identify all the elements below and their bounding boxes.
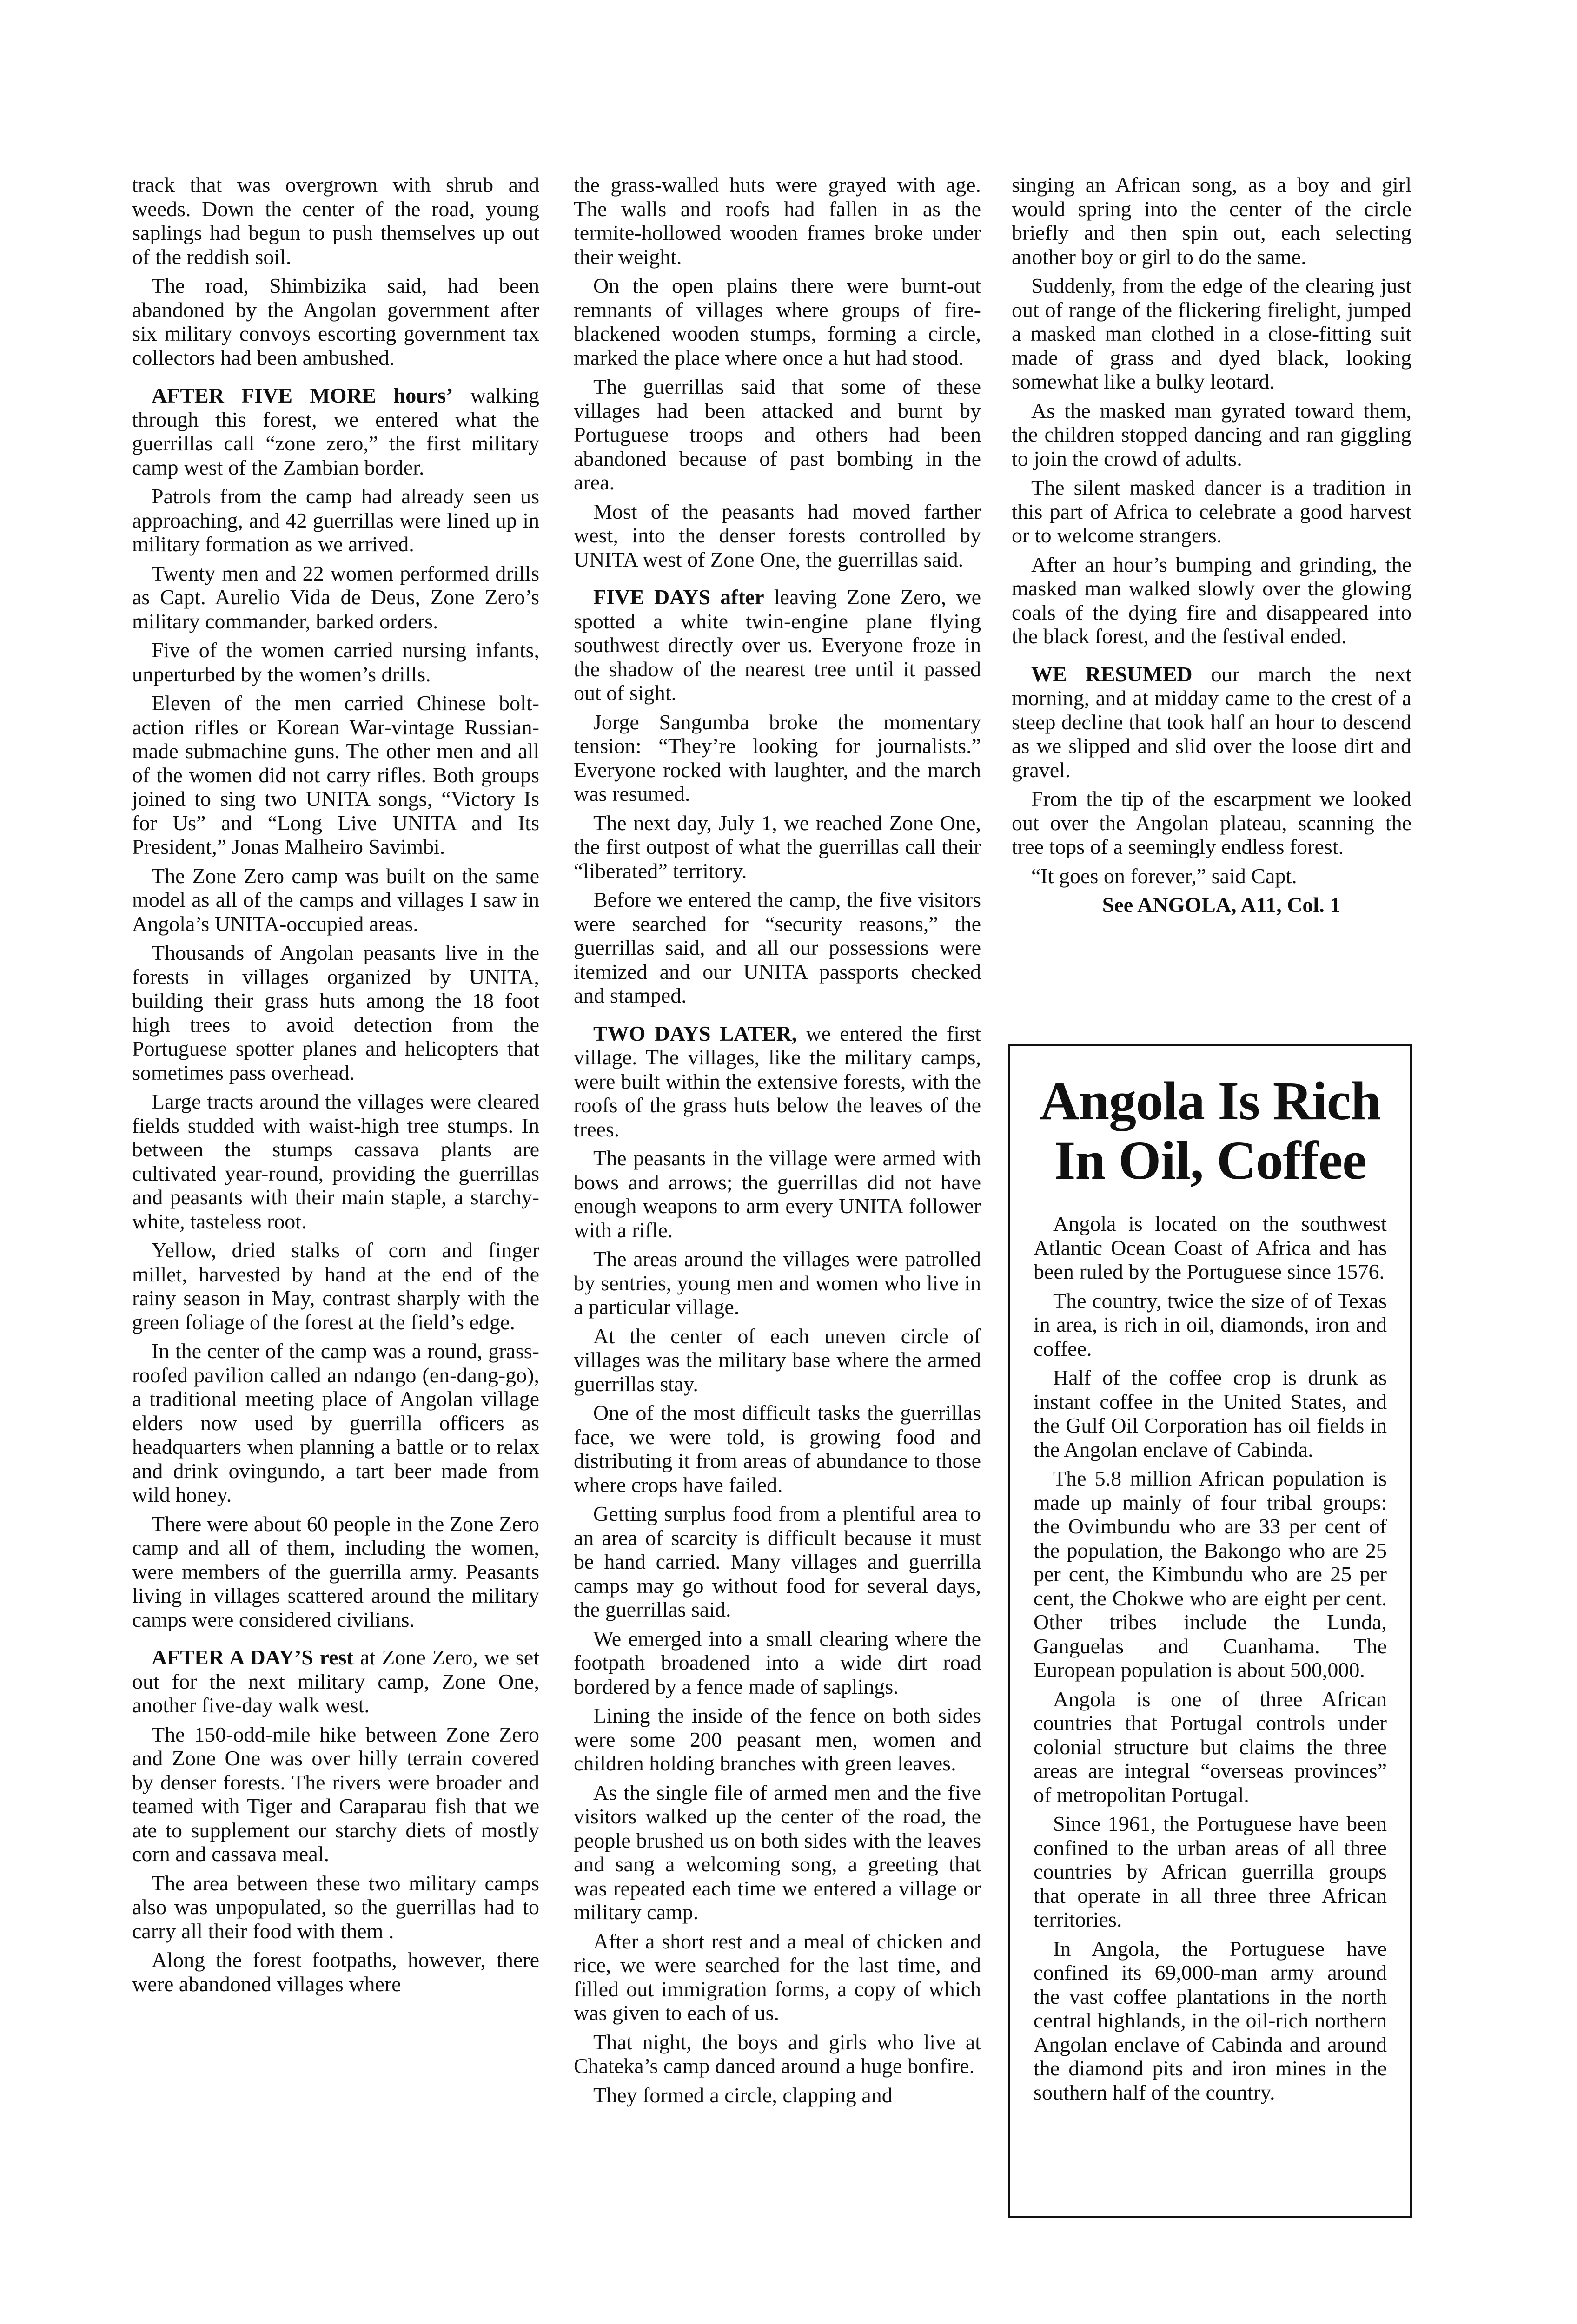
article-paragraph: The area between these two military camps also was unpopulated, so the guerrillas had to carry all their food with them . bbox=[132, 1871, 539, 1943]
article-paragraph: The next day, July 1, we reached Zone One, the first outpost of what the guerrillas call their “liberated” territory. bbox=[574, 811, 981, 883]
article-paragraph: At the center of each uneven circle of villages was the military base where the armed guerrillas stay. bbox=[574, 1324, 981, 1396]
sidebar-headline-line-1: Angola Is Rich bbox=[1040, 1070, 1381, 1131]
subhead-caps: TWO DAYS LATER, bbox=[593, 1021, 797, 1045]
sidebar-paragraph: Angola is one of three African countries that Portugal controls under colonial structure but claims the three areas are integral “overseas provinces” of metropolitan Portugal. bbox=[1034, 1687, 1387, 1807]
article-column-3-body bbox=[1012, 173, 1411, 888]
article-paragraph: Eleven of the men carried Chinese bolt-action rifles or Korean War-vintage Russian-made submachine guns. The other men and all of the women did not carry rifles. Both groups joined to sing two UNITA songs, “Victory Is for Us” and “Long Live UNITA and Its President,” Jonas Malheiro Savimbi. bbox=[132, 691, 539, 858]
article-paragraph: Jorge Sangumba broke the momentary tension: “They’re looking for journalists.” Everyone rocked with laughter, and the march was resumed. bbox=[574, 710, 981, 805]
article-paragraph: track that was overgrown with shrub and weeds. Down the center of the road, young saplings had begun to push themselves up out of the reddish soil. bbox=[132, 173, 539, 269]
article-column-3 bbox=[1012, 173, 1411, 922]
subhead-rest: at Zone Zero, we set out for the next military camp, Zone One, another five-day walk west. bbox=[132, 1645, 539, 1717]
article-paragraph: In the center of the camp was a round, grass-roofed pavilion called an ndango (en-dang-go), a traditional meeting place of Angolan village elders now used by guerrilla officers as headquarters when planning a battle or to relax and drink ovingundo, a tart beer made from wild honey. bbox=[132, 1339, 539, 1506]
article-paragraph: As the single file of armed men and the five visitors walked up the center of the road, the people brushed us on both sides with the leaves and sang a welcoming song, a greeting that was repeated each time we entered a village or military camp. bbox=[574, 1780, 981, 1924]
sidebar-headline bbox=[1034, 1071, 1387, 1190]
sidebar-paragraph: In Angola, the Portuguese have confined its 69,000-man army around the vast coffee plantations in the north central highlands, in the oil-rich northern Angolan enclave of Cabinda and around the diamond pits and iron mines in the southern half of the country. bbox=[1034, 1936, 1387, 2104]
subhead-caps: AFTER A DAY’S rest bbox=[152, 1645, 354, 1669]
article-paragraph: Along the forest footpaths, however, there were abandoned villages where bbox=[132, 1948, 539, 1996]
article-paragraph: They formed a circle, clapping and bbox=[593, 2083, 893, 2107]
article-paragraph: As the masked man gyrated toward them, the children stopped dancing and ran giggling to join the crowd of adults. bbox=[1012, 398, 1411, 470]
article-paragraph: On the open plains there were burnt-out remnants of villages where groups of fire-blackened wooden stumps, forming a circle, marked the place where once a hut had stood. bbox=[574, 274, 981, 370]
article-column-1 bbox=[132, 173, 539, 2001]
article-paragraph: The guerrillas said that some of these villages had been attacked and burnt by Portuguese troops and others had been abandoned because of past bombing in the area. bbox=[574, 375, 981, 494]
subhead-rest: our march the next morning, and at midday came to the crest of a steep decline that took half an hour to descend as we slipped and slid over the loose dirt and gravel. bbox=[1012, 662, 1411, 782]
article-paragraph: One of the most difficult tasks the guerrillas face, we were told, is growing food and distributing it from areas of abundance to those where crops have failed. bbox=[574, 1401, 981, 1497]
article-paragraph: Patrols from the camp had already seen us approaching, and 42 guerrillas were lined up in military formation as we arrived. bbox=[132, 484, 539, 556]
article-paragraph: The areas around the villages were patrolled by sentries, young men and women who live in a particular village. bbox=[574, 1247, 981, 1319]
article-paragraph: We emerged into a small clearing where the footpath broadened into a wide dirt road bordered by a fence made of saplings. bbox=[574, 1626, 981, 1698]
article-paragraph bbox=[132, 383, 539, 479]
article-paragraph bbox=[132, 1645, 539, 1717]
sidebar-paragraph: The 5.8 million African population is made up mainly of four tribal groups: the Ovimbundu who are 33 per cent of the population, the Bakongo who are 25 per cent, the Kimbundu who are 25 per cent, the Chokwe who are eight per cent. Other tribes include the Lunda, Ganguelas and Cuanhama. The European population is about 500,000. bbox=[1034, 1466, 1387, 1682]
subhead-rest: walking through this forest, we entered what the guerrillas call “zone zero,” the first military camp west of the Zambian border. bbox=[132, 383, 539, 479]
article-paragraph: There were about 60 people in the Zone Zero camp and all of them, including the women, were members of the guerrilla army. Peasants living in villages scattered around the military camps were considered civilians. bbox=[132, 1512, 539, 1631]
article-paragraph: The 150-odd-mile hike between Zone Zero and Zone One was over hilly terrain covered by denser forests. The rivers were broader and teamed with Tiger and Caraparau fish that we ate to supplement our starchy diets of mostly corn and cassava meal. bbox=[132, 1722, 539, 1866]
subhead-rest: leaving Zone Zero, we spotted a white twin-engine plane flying southwest directly over us. Everyone froze in the shadow of the nearest tree until it passed out of sight. bbox=[574, 585, 981, 705]
article-paragraph: After a short rest and a meal of chicken and rice, we were searched for the last time, and filled out immigration forms, a copy of which was given to each of us. bbox=[574, 1929, 981, 2025]
article-paragraph: Most of the peasants had moved farther west, into the denser forests controlled by UNITA west of Zone One, the guerrillas said. bbox=[574, 499, 981, 571]
article-paragraph bbox=[574, 1022, 981, 1142]
sidebar-paragraph: Angola is located on the southwest Atlantic Ocean Coast of Africa and has been ruled by the Portuguese since 1576. bbox=[1034, 1212, 1387, 1283]
subhead-caps: AFTER FIVE MORE hours’ bbox=[152, 383, 453, 407]
article-paragraph: “It goes on forever,” said Capt. bbox=[1031, 864, 1297, 888]
article-paragraph: Twenty men and 22 women performed drills as Capt. Aurelio Vida de Deus, Zone Zero’s military commander, barked orders. bbox=[132, 561, 539, 633]
article-paragraph: The Zone Zero camp was built on the same model as all of the camps and villages I saw in Angola’s UNITA-occupied areas. bbox=[132, 864, 539, 936]
article-paragraph: That night, the boys and girls who live at Chateka’s camp danced around a huge bonfire. bbox=[574, 2030, 981, 2078]
sidebar-headline-line-2: In Oil, Coffee bbox=[1054, 1130, 1366, 1191]
article-paragraph: singing an African song, as a boy and girl would spring into the center of the circle briefly and then spin out, each selecting another boy or girl to do the same. bbox=[1012, 173, 1411, 269]
article-paragraph bbox=[574, 585, 981, 705]
article-paragraph bbox=[1012, 662, 1411, 782]
article-paragraph: Large tracts around the villages were cleared fields studded with waist-high tree stumps. In between the stumps cassava plants are cultivated year-round, providing the guerrillas and peasants with their main staple, a starchy-white, tasteless root. bbox=[132, 1089, 539, 1233]
jump-line: See ANGOLA, A11, Col. 1 bbox=[1102, 893, 1341, 917]
article-paragraph: Yellow, dried stalks of corn and finger millet, harvested by hand at the end of the rainy season in May, contrast sharply with the green foliage of the forest at the field’s edge. bbox=[132, 1238, 539, 1334]
sidebar-paragraph: The country, twice the size of of Texas in area, is rich in oil, diamonds, iron and coffee. bbox=[1034, 1288, 1387, 1360]
sidebar-paragraph: Since 1961, the Portuguese have been confined to the urban areas of all three countries by African guerrilla groups that operate in all three three African territories. bbox=[1034, 1812, 1387, 1931]
article-paragraph: Suddenly, from the edge of the clearing just out of range of the flickering firelight, jumped a masked man clothed in a close-fitting suit made of grass and dyed black, looking somewhat like a bulky leotard. bbox=[1012, 274, 1411, 393]
subhead-caps: WE RESUMED bbox=[1031, 662, 1193, 686]
article-paragraph: From the tip of the escarpment we looked out over the Angolan plateau, scanning the tree tops of a seemingly endless forest. bbox=[1012, 787, 1411, 858]
article-paragraph: the grass-walled huts were grayed with age. The walls and roofs had fallen in as the termite-hollowed wooden frames broke under their weight. bbox=[574, 173, 981, 269]
article-paragraph: The peasants in the village were armed with bows and arrows; the guerrillas did not have enough weapons to arm every UNITA follower with a rifle. bbox=[574, 1146, 981, 1242]
article-paragraph: The road, Shimbizika said, had been abandoned by the Angolan government after six military convoys escorting government tax collectors had been ambushed. bbox=[132, 274, 539, 370]
article-paragraph: After an hour’s bumping and grinding, the masked man walked slowly over the glowing coals of the dying fire and disappeared into the black forest, and the festival ended. bbox=[1012, 552, 1411, 648]
subhead-caps: FIVE DAYS after bbox=[593, 585, 764, 609]
subhead-rest: we entered the first village. The villages, like the military camps, were built within the extensive forests, with the roofs of the grass huts below the leaves of the trees. bbox=[574, 1021, 981, 1141]
article-paragraph: Lining the inside of the fence on both sides were some 200 peasant men, women and children holding branches with green leaves. bbox=[574, 1703, 981, 1775]
article-paragraph: Thousands of Angolan peasants live in the forests in villages organized by UNITA, building their grass huts among the 18 foot high trees to avoid detection from the Portuguese spotter planes and helicopters that sometimes pass overhead. bbox=[132, 941, 539, 1084]
article-column-2 bbox=[574, 173, 981, 2112]
sidebar-paragraph: Half of the coffee crop is drunk as instant coffee in the United States, and the Gulf Oil Corporation has oil fields in the Angolan enclave of Cabinda. bbox=[1034, 1366, 1387, 1461]
sidebar-box bbox=[1008, 1044, 1412, 2218]
article-paragraph: Before we entered the camp, the five visitors were searched for “security reasons,” the guerrillas said, and all our possessions were itemized and our UNITA passports checked and stamped. bbox=[574, 888, 981, 1007]
article-paragraph: Getting surplus food from a plentiful area to an area of scarcity is difficult because it must be hand carried. Many villages and guerrilla camps may go without food for several days, the guerrillas said. bbox=[574, 1502, 981, 1621]
sidebar-body bbox=[1034, 1212, 1387, 2104]
article-paragraph: The silent masked dancer is a tradition in this part of Africa to celebrate a good harvest or to welcome strangers. bbox=[1012, 475, 1411, 547]
article-paragraph: Five of the women carried nursing infants, unperturbed by the women’s drills. bbox=[132, 638, 539, 686]
